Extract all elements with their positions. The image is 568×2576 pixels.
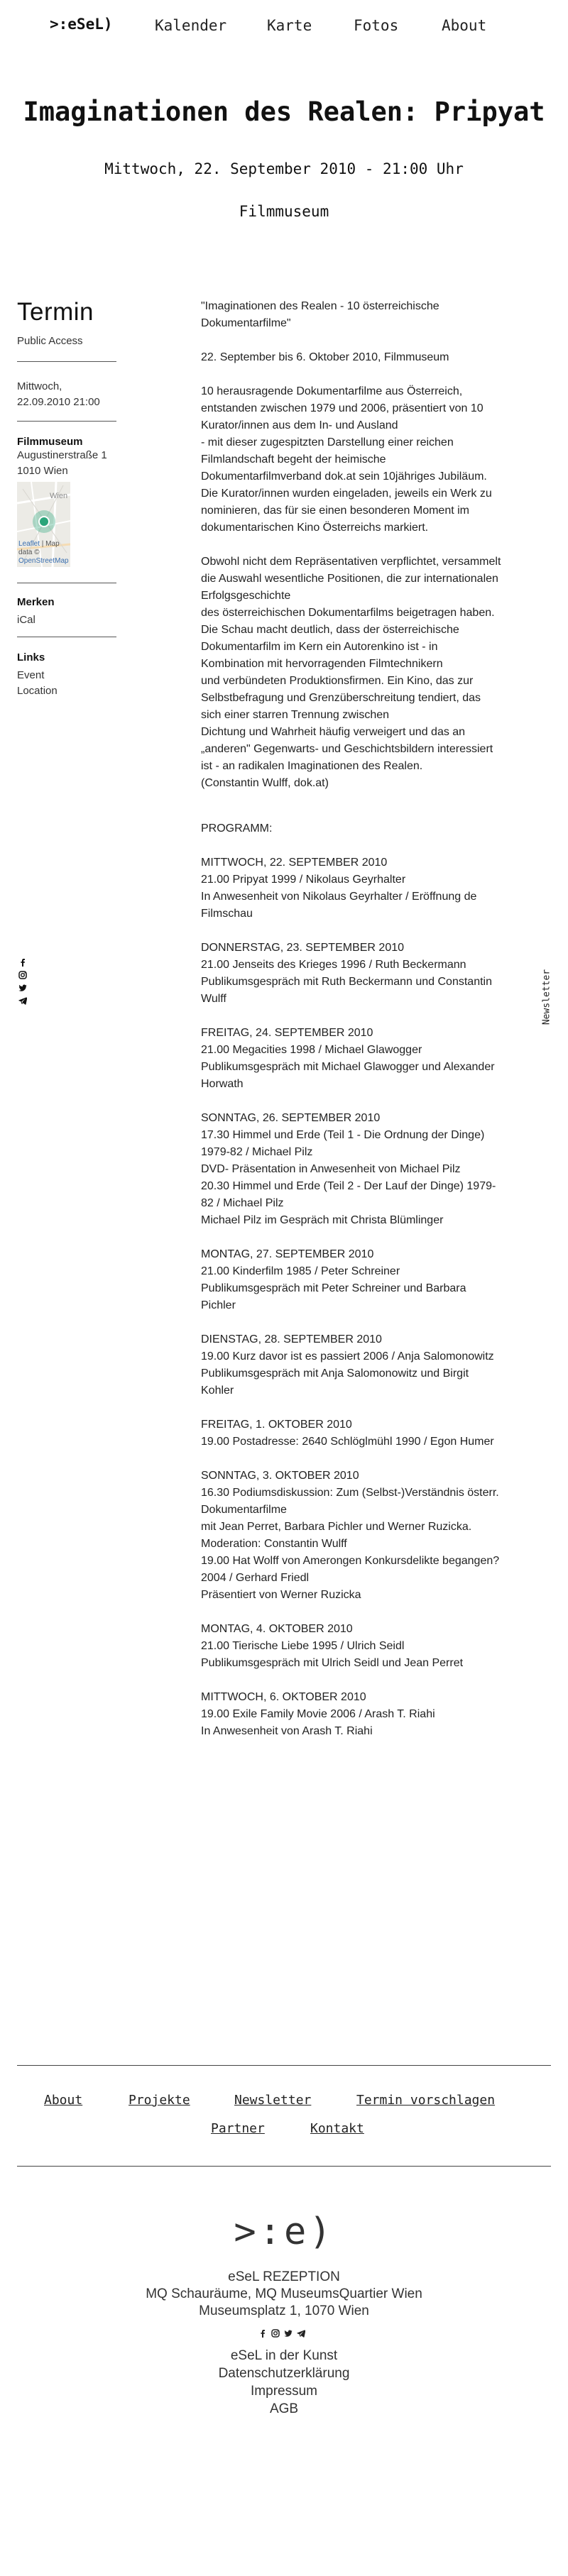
- map-attribution-separator: | Map data ©: [18, 540, 60, 556]
- telegram-icon[interactable]: [18, 996, 27, 1005]
- quote-line: Erfolgsgeschichte: [201, 590, 291, 602]
- intro-quote: Dokumentarfilme": [201, 317, 291, 329]
- program-entry: Publikumsgespräch mit Michael Glawogger und Alexander: [201, 1061, 495, 1073]
- event-title: Imaginationen des Realen: Pripyat: [23, 97, 545, 127]
- program-day-heading: SONNTAG, 26. SEPTEMBER 2010: [201, 1112, 381, 1124]
- program-day: [201, 1025, 556, 1093]
- instagram-icon[interactable]: [271, 2329, 280, 2338]
- address-line-2: Museumsplatz 1, 1070 Wien: [199, 2303, 369, 2318]
- venue-city: 1010 Wien: [17, 465, 68, 477]
- program-entry: 1979-82 / Michael Pilz: [201, 1146, 313, 1158]
- footer-link-projekte[interactable]: Projekte: [129, 2093, 190, 2108]
- program-day: [201, 854, 556, 923]
- program-entry: Publikumsgespräch mit Ulrich Seidl und Jean Perret: [201, 1657, 464, 1669]
- footer-link-kontakt[interactable]: Kontakt: [310, 2121, 364, 2136]
- program-entry: 21.00 Jenseits des Krieges 1996 / Ruth Beckermann: [201, 959, 466, 971]
- program-entry: Publikumsgespräch mit Ruth Beckermann und Constantin: [201, 976, 492, 988]
- quote-line: Dokumentarfilm im Kern ein Autorenkino ist - in: [201, 641, 438, 653]
- footer-social-icons: [256, 2329, 312, 2340]
- quote-line: Dichtung und Wahrheit häufig verweigert und das an: [201, 726, 466, 738]
- program-entry: Pichler: [201, 1299, 236, 1311]
- facebook-icon[interactable]: [18, 958, 27, 967]
- nav-item-about[interactable]: About: [442, 17, 487, 34]
- program-day: [201, 1621, 556, 1672]
- links-heading: Links: [17, 651, 45, 664]
- program-day-heading: FREITAG, 1. OKTOBER 2010: [201, 1419, 352, 1431]
- program-entry: 21.00 Pripyat 1999 / Nikolaus Geyrhalter: [201, 874, 406, 886]
- description-line: 10 herausragende Dokumentarfilme aus Österreich,: [201, 385, 463, 397]
- program-day: [201, 940, 556, 1008]
- sidebar-date-weekday: Mittwoch,: [17, 380, 62, 392]
- quote-line: (Constantin Wulff, dok.at): [201, 777, 329, 789]
- description-line: Dokumentarfilmverband dok.at sein 10jähriges Jubiläum.: [201, 470, 487, 483]
- curator-quote-block: [201, 554, 556, 792]
- footer-link-termin-vorschlagen[interactable]: Termin vorschlagen: [356, 2093, 496, 2108]
- description-line: - mit dieser zugespitzten Darstellung einer reichen: [201, 436, 454, 448]
- openstreetmap-link[interactable]: OpenStreetMap: [18, 557, 69, 565]
- access-label: Public Access: [17, 335, 83, 347]
- event-date: Mittwoch, 22. September 2010 - 21:00 Uhr: [104, 160, 464, 177]
- program-entry: 16.30 Podiumsdiskussion: Zum (Selbst-)Verständnis österr.: [201, 1487, 499, 1499]
- description-line: dokumentarischen Kino Österreichs markiert.: [201, 522, 429, 534]
- twitter-icon[interactable]: [18, 984, 27, 992]
- program-entry: 17.30 Himmel und Erde (Teil 1 - Die Ordnung der Dinge): [201, 1129, 485, 1141]
- program-entry: Kohler: [201, 1385, 234, 1397]
- program-day-heading: MONTAG, 27. SEPTEMBER 2010: [201, 1248, 374, 1260]
- bookmark-heading: Merken: [17, 596, 55, 608]
- newsletter-tab-label: Newsletter: [541, 969, 552, 1025]
- reception-label: eSeL REZEPTION: [228, 2269, 340, 2284]
- quote-line: ist - an radikalen Imaginationen des Realen.: [201, 760, 423, 772]
- program-day-heading: FREITAG, 24. SEPTEMBER 2010: [201, 1027, 373, 1039]
- program-day: [201, 1110, 556, 1229]
- program-day-heading: MITTWOCH, 22. SEPTEMBER 2010: [201, 857, 388, 869]
- quote-line: Kombination mit hervorragenden Filmtechnikern: [201, 658, 443, 670]
- program-entry: 20.30 Himmel und Erde (Teil 2 - Der Lauf der Dinge) 1979-: [201, 1180, 496, 1192]
- footer-link-agb[interactable]: AGB: [269, 2401, 299, 2416]
- footer-link-datenschutz[interactable]: Datenschutzerklärung: [218, 2366, 350, 2381]
- program-day: [201, 1416, 556, 1451]
- sidebar-heading: Termin: [17, 298, 94, 326]
- description-block: [201, 383, 556, 536]
- footer-link-partner[interactable]: Partner: [211, 2121, 265, 2136]
- program-entry: Präsentiert von Werner Ruzicka: [201, 1589, 361, 1601]
- location-link[interactable]: Location: [17, 685, 58, 697]
- venue-street: Augustinerstraße 1: [17, 449, 107, 461]
- event-venue: Filmmuseum: [239, 203, 329, 220]
- quote-line: Obwohl nicht dem Repräsentativen verpflichtet, versammelt: [201, 556, 501, 568]
- ical-link[interactable]: iCal: [17, 614, 36, 626]
- quote-line: die Auswahl wesentliche Positionen, die zur internationalen: [201, 573, 498, 585]
- program-entry: Filmschau: [201, 908, 253, 920]
- quote-line: Selbstbefragung und Grenzüberschreitung tendiert, das: [201, 692, 481, 704]
- map-attribution: [18, 540, 70, 566]
- program-day-heading: MONTAG, 4. OKTOBER 2010: [201, 1623, 353, 1635]
- program-entry: Wulff: [201, 993, 226, 1005]
- footer-divider: [17, 2065, 551, 2066]
- footer-link-esel-in-der-kunst[interactable]: eSeL in der Kunst: [230, 2348, 338, 2363]
- intro-quote: "Imaginationen des Realen - 10 österreichische: [201, 300, 439, 312]
- quote-line: des österreichischen Dokumentarfilms beigetragen haben.: [201, 607, 495, 619]
- program-entry: 21.00 Tierische Liebe 1995 / Ulrich Seidl: [201, 1640, 405, 1652]
- quote-line: Die Schau macht deutlich, dass der österreichische: [201, 624, 459, 636]
- description-line: entstanden zwischen 1979 und 2006, präsentiert von 10: [201, 402, 484, 414]
- program-entry: Publikumsgespräch mit Peter Schreiner und Barbara: [201, 1282, 466, 1294]
- quote-line: sich einer starren Trennung zwischen: [201, 709, 390, 721]
- program-day-heading: DIENSTAG, 28. SEPTEMBER 2010: [201, 1333, 382, 1345]
- twitter-icon[interactable]: [284, 2329, 293, 2338]
- event-link[interactable]: Event: [17, 669, 45, 681]
- top-navigation: [0, 16, 568, 37]
- program-list: [201, 854, 556, 1740]
- program-day: [201, 1689, 556, 1740]
- description-line: Filmlandschaft begeht der heimische: [201, 453, 386, 466]
- nav-item-fotos[interactable]: Fotos: [354, 17, 399, 34]
- sidebar-date-time: 22.09.2010 21:00: [17, 396, 100, 408]
- period-line: 22. September bis 6. Oktober 2010, Filmmuseum: [201, 351, 449, 363]
- program-entry: 19.00 Exile Family Movie 2006 / Arash T. Riahi: [201, 1708, 435, 1720]
- site-logo[interactable]: >:eSeL): [50, 16, 113, 33]
- program-day: [201, 1246, 556, 1314]
- description-line: Die Kurator/innen wurden eingeladen, jeweils ein Werk zu: [201, 488, 492, 500]
- footer-link-about[interactable]: About: [44, 2093, 83, 2108]
- program-day: [201, 1468, 556, 1604]
- program-entry: In Anwesenheit von Nikolaus Geyrhalter / Eröffnung de: [201, 891, 477, 903]
- map-label: Wien: [50, 492, 68, 500]
- program-entry: 21.00 Kinderfilm 1985 / Peter Schreiner: [201, 1265, 400, 1277]
- quote-line: und verbündeten Produktionsfirmen. Ein Kino, das zur: [201, 675, 474, 687]
- program-day-heading: DONNERSTAG, 23. SEPTEMBER 2010: [201, 942, 405, 954]
- program-entry: In Anwesenheit von Arash T. Riahi: [201, 1725, 373, 1737]
- footer-link-newsletter[interactable]: Newsletter: [234, 2093, 312, 2108]
- program-entry: Dokumentarfilme: [201, 1504, 287, 1516]
- address-line-1: MQ Schauräume, MQ MuseumsQuartier Wien: [146, 2286, 422, 2301]
- location-map[interactable]: [17, 482, 70, 567]
- program-entry: 19.00 Kurz davor ist es passiert 2006 / Anja Salomonowitz: [201, 1350, 494, 1363]
- nav-item-kalender[interactable]: Kalender: [155, 17, 227, 34]
- program-heading: PROGRAMM:: [201, 822, 273, 835]
- program-entry: 19.00 Hat Wolff von Amerongen Konkursdelikte begangen?: [201, 1555, 500, 1567]
- program-entry: DVD- Präsentation in Anwesenheit von Michael Pilz: [201, 1163, 461, 1175]
- program-entry: 21.00 Megacities 1998 / Michael Glawogger: [201, 1044, 422, 1056]
- program-entry: 19.00 Postadresse: 2640 Schlöglmühl 1990 / Egon Humer: [201, 1436, 494, 1448]
- nav-item-karte[interactable]: Karte: [267, 17, 312, 34]
- footer-link-impressum[interactable]: Impressum: [251, 2384, 317, 2399]
- description-line: nominieren, das für sie einen besonderen Moment im: [201, 505, 469, 517]
- event-description: [201, 298, 556, 1740]
- program-day-heading: SONNTAG, 3. OKTOBER 2010: [201, 1470, 359, 1482]
- telegram-icon[interactable]: [297, 2329, 305, 2338]
- footer-divider: [17, 2166, 551, 2167]
- program-entry: 82 / Michael Pilz: [201, 1197, 284, 1209]
- program-entry: Publikumsgespräch mit Anja Salomonowitz und Birgit: [201, 1367, 469, 1380]
- facebook-icon[interactable]: [258, 2329, 267, 2338]
- program-entry: Michael Pilz im Gespräch mit Christa Blümlinger: [201, 1214, 444, 1226]
- program-entry: mit Jean Perret, Barbara Pichler und Werner Ruzicka.: [201, 1521, 472, 1533]
- venue-name: Filmmuseum: [17, 436, 83, 448]
- program-entry: 2004 / Gerhard Friedl: [201, 1572, 310, 1584]
- program-day-heading: MITTWOCH, 6. OKTOBER 2010: [201, 1691, 366, 1703]
- quote-line: „anderen" Gegenwarts- und Geschichtsbildern interessiert: [201, 743, 493, 755]
- social-icons: [18, 958, 28, 1009]
- event-sidebar: [17, 298, 116, 699]
- program-entry: Horwath: [201, 1078, 244, 1090]
- program-day: [201, 1331, 556, 1399]
- map-marker: [39, 517, 49, 527]
- program-entry: Moderation: Constantin Wulff: [201, 1538, 347, 1550]
- footer-logo[interactable]: >:e): [234, 2211, 334, 2253]
- instagram-icon[interactable]: [18, 971, 27, 979]
- description-line: Kurator/innen aus dem In- und Ausland: [201, 419, 398, 431]
- leaflet-link[interactable]: Leaflet: [18, 540, 40, 548]
